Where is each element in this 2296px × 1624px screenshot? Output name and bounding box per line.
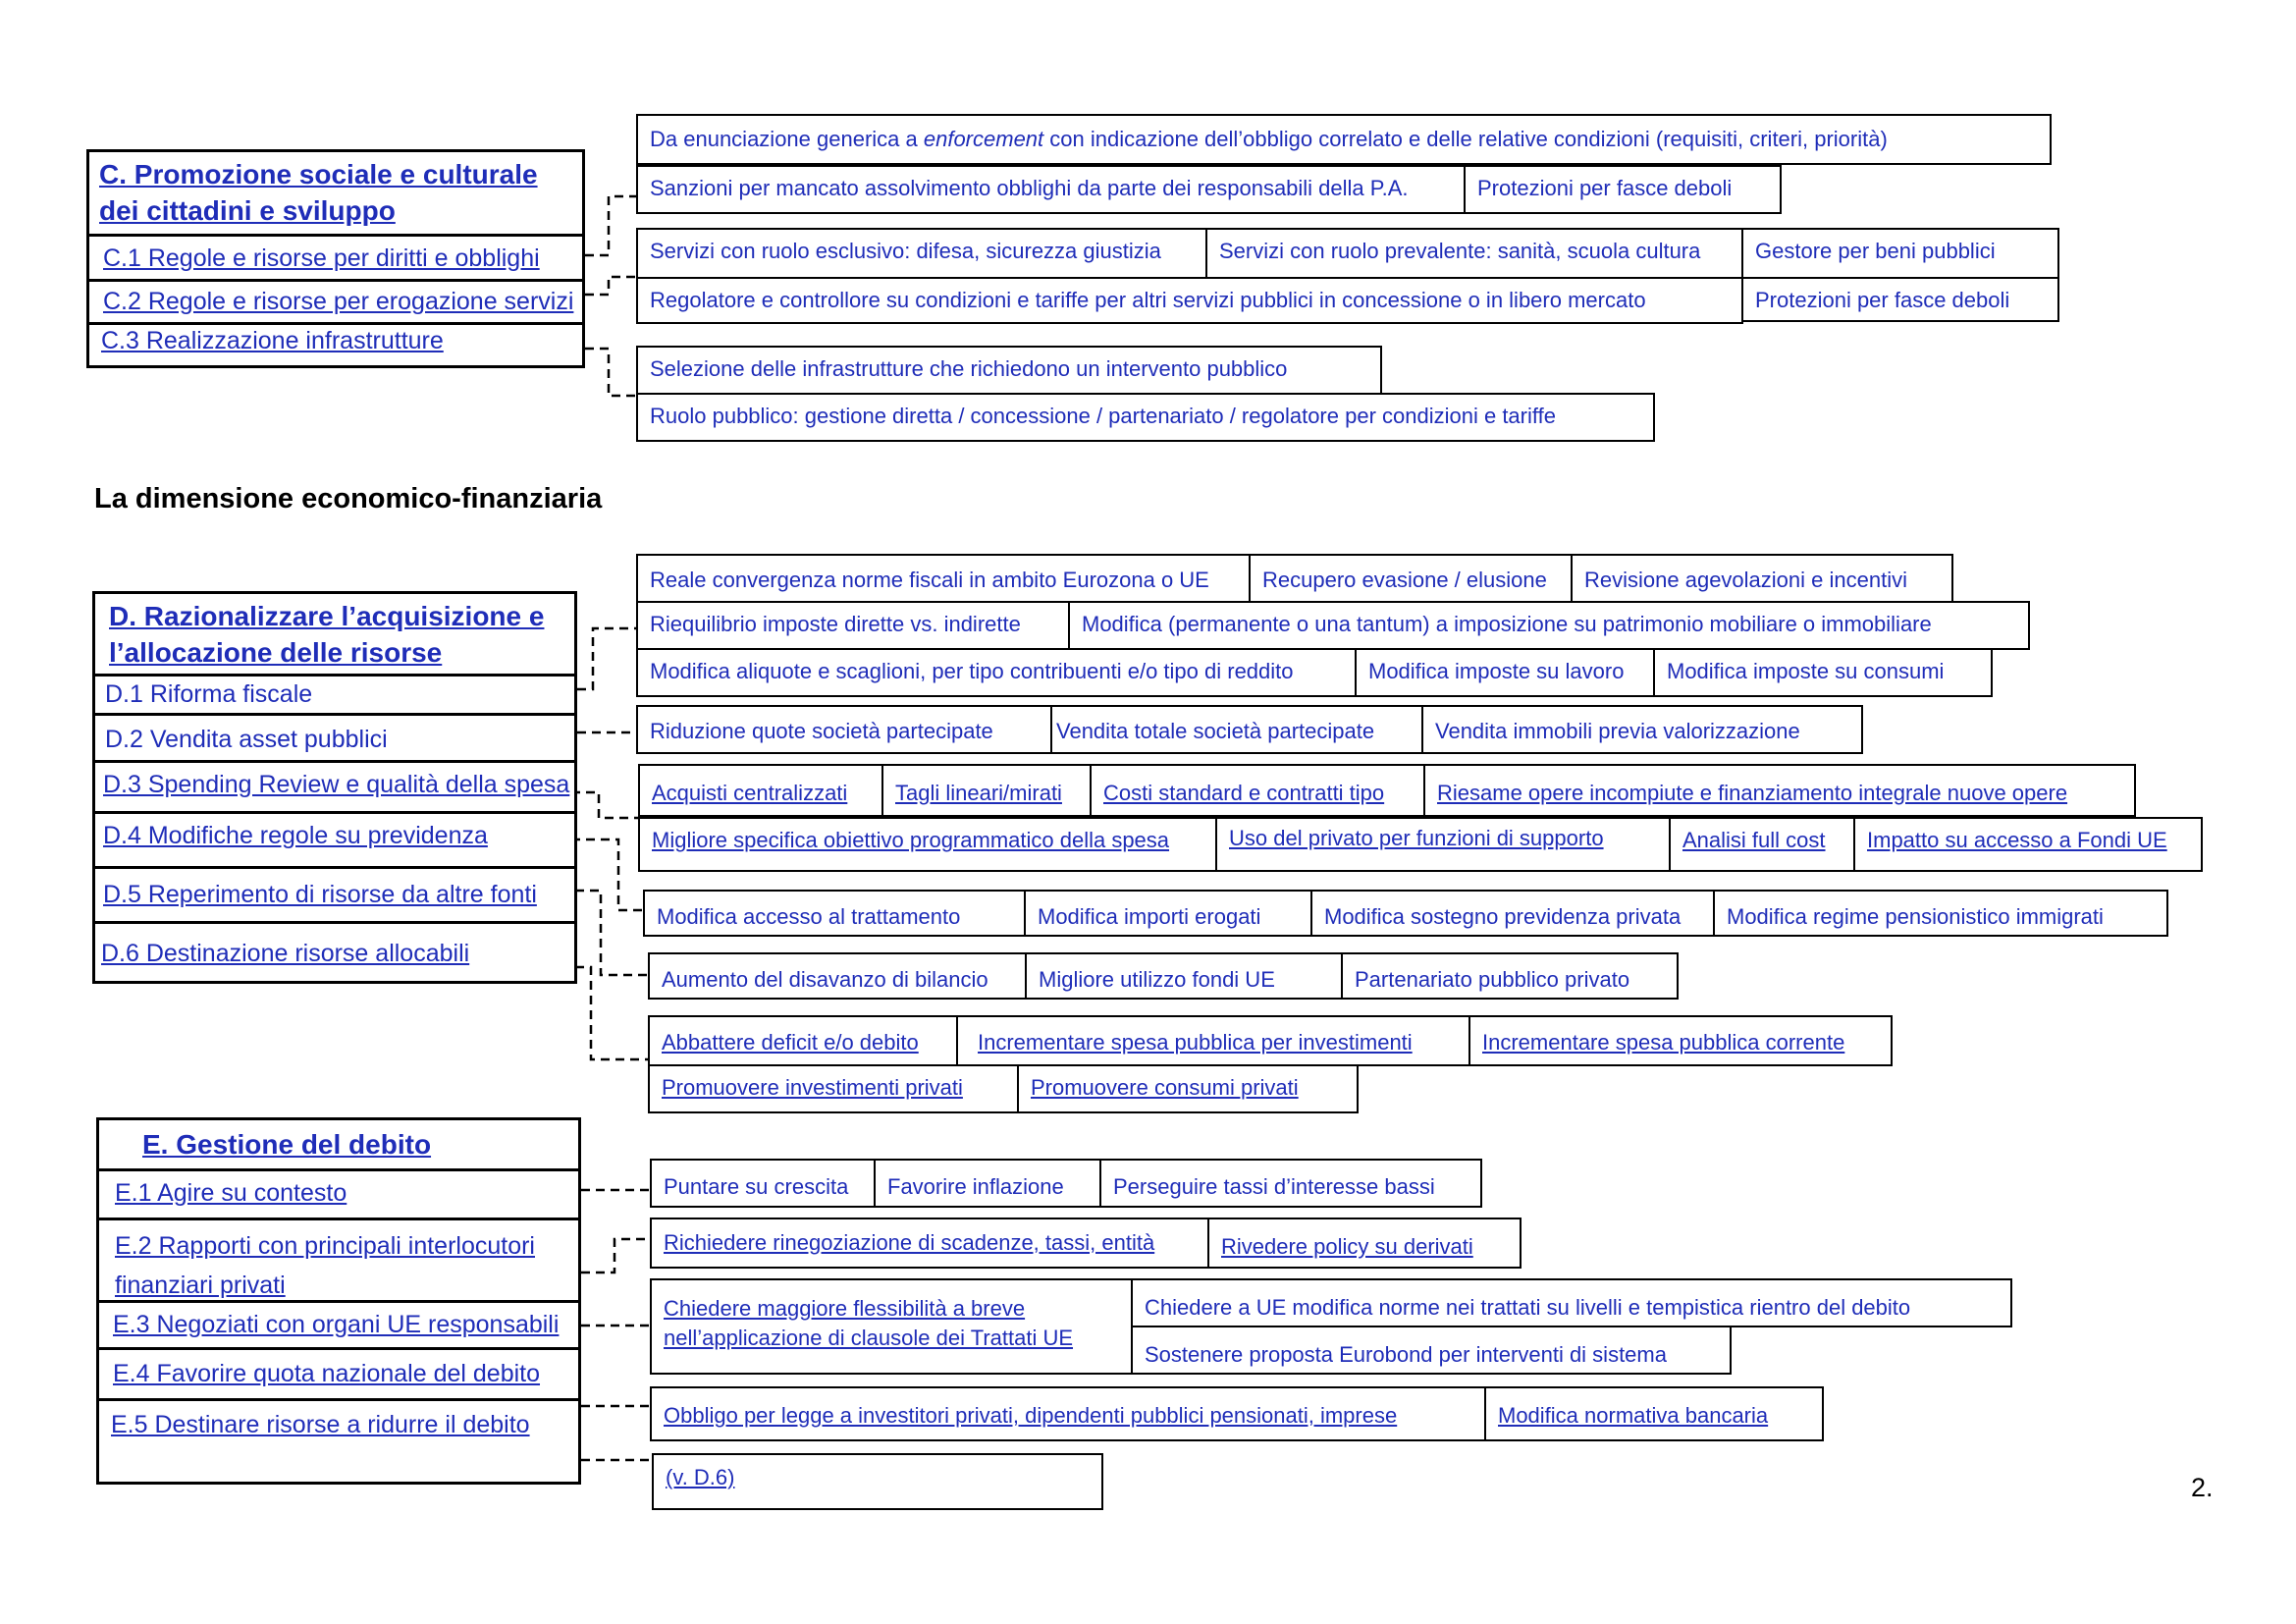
d6-current-spending-box[interactable]: Incrementare spesa pubblica corrente [1468, 1015, 1893, 1066]
connector-e2 [581, 1239, 650, 1272]
c3-public-role-box: Ruolo pubblico: gestione diretta / concessione / partenariato / regolatore per condizioni e tariffe [636, 393, 1655, 442]
d-item-1[interactable]: D.1 Riforma fiscale [95, 677, 574, 716]
d5-eu-funds-box: Migliore utilizzo fondi UE [1025, 952, 1343, 1000]
connector-d6 [575, 967, 648, 1059]
c1-text-emphasis: enforcement [923, 127, 1044, 151]
d3-linear-cuts-box[interactable]: Tagli lineari/mirati [881, 764, 1092, 817]
d-item-4[interactable]: D.4 Modifiche regole su previdenza [95, 814, 574, 869]
e-item-1[interactable]: E.1 Agire su contesto [99, 1171, 578, 1220]
e4-investors-obligation-box[interactable]: Obbligo per legge a investitori privati, dipendenti pubblici pensionati, imprese [650, 1386, 1486, 1441]
d6-investment-spending-box[interactable]: Incrementare spesa pubblica per investimenti [956, 1015, 1470, 1066]
d3-private-support-box[interactable]: Uso del privato per funzioni di supporto [1215, 817, 1671, 872]
d4-access-box: Modifica accesso al trattamento [643, 890, 1026, 937]
connector-d1 [577, 628, 636, 689]
d1-consumption-tax-box: Modifica imposte su consumi [1653, 648, 1993, 697]
e3-eurobond-box: Sostenere proposta Eurobond per interventi di sistema [1131, 1326, 1732, 1375]
c1-text-after: con indicazione dell’obbligo correlato e delle relative condizioni (requisiti, criteri, priorità) [1043, 127, 1888, 151]
e-item-3[interactable]: E.3 Negoziati con organi UE responsabili [99, 1303, 578, 1350]
c-item-3[interactable]: C.3 Realizzazione infrastrutture [101, 327, 444, 354]
d5-ppp-box: Partenariato pubblico privato [1341, 952, 1679, 1000]
c2-weak-groups-box: Protezioni per fasce deboli [1741, 277, 2059, 322]
page-number: 2. [2191, 1473, 2214, 1502]
d2-reduce-stakes-box: Riduzione quote società partecipate [636, 705, 1052, 754]
d5-deficit-box: Aumento del disavanzo di bilancio [648, 952, 1027, 1000]
c1-text-before: Da enunciazione generica a [650, 127, 924, 151]
d1-wealth-tax-box: Modifica (permanente o una tantum) a imposizione su patrimonio mobiliare o immobiliare [1068, 601, 2030, 650]
d3-eu-funds-box[interactable]: Impatto su accesso a Fondi UE [1853, 817, 2203, 872]
c2-regulator-box: Regolatore e controllore su condizioni e tariffe per altri servizi pubblici in concessione o in libero mercato [636, 277, 1743, 324]
c2-public-goods-box: Gestore per beni pubblici [1741, 228, 2059, 279]
e-item-4[interactable]: E.4 Favorire quota nazionale del debito [99, 1350, 578, 1401]
d1-rates-brackets-box: Modifica aliquote e scaglioni, per tipo contribuenti e/o tipo di reddito [636, 648, 1357, 697]
d1-eurozone-convergence-box: Reale convergenza norme fiscali in ambito Eurozona o UE [636, 554, 1251, 603]
d4-private-pension-box: Modifica sostegno previdenza privata [1310, 890, 1715, 937]
e3-flexibility-box[interactable]: Chiedere maggiore flessibilità a breve nell’applicazione di clausole dei Trattati UE [650, 1278, 1133, 1375]
section-heading: La dimensione economico-finanziaria [94, 483, 603, 514]
c2-prevalent-services-box: Servizi con ruolo prevalente: sanità, scuola cultura [1205, 228, 1743, 279]
c-box [86, 149, 585, 368]
d1-tax-rebalance-box: Riequilibrio imposte dirette vs. indirette [636, 601, 1070, 650]
e-title[interactable]: E. Gestione del debito [99, 1120, 578, 1171]
connector-d4 [571, 839, 643, 910]
d3-spending-objective-box[interactable]: Migliore specifica obiettivo programmatico della spesa [638, 817, 1217, 872]
e4-banking-rules-box[interactable]: Modifica normativa bancaria [1484, 1386, 1824, 1441]
e1-low-rates-box: Perseguire tassi d’interesse bassi [1099, 1159, 1482, 1208]
d1-labour-tax-box: Modifica imposte su lavoro [1355, 648, 1655, 697]
c3-selection-box: Selezione delle infrastrutture che richiedono un intervento pubblico [636, 346, 1382, 395]
e3-treaty-change-box: Chiedere a UE modifica norme nei trattati su livelli e tempistica rientro del debito [1131, 1278, 2012, 1327]
connector-c2 [585, 277, 636, 295]
c1-weak-groups-box: Protezioni per fasce deboli [1464, 165, 1782, 214]
d3-centralized-purchases-box[interactable]: Acquisti centralizzati [638, 764, 883, 817]
d3-unfinished-works-box[interactable]: Riesame opere incompiute e finanziamento integrale nuove opere [1423, 764, 2136, 817]
d3-full-cost-box[interactable]: Analisi full cost [1669, 817, 1855, 872]
d-item-3[interactable]: D.3 Spending Review e qualità della spesa [95, 763, 574, 814]
d1-incentives-box: Revisione agevolazioni e incentivi [1571, 554, 1953, 603]
connector-c1 [585, 196, 636, 255]
c1-sanctions-box: Sanzioni per mancato assolvimento obblighi da parte dei responsabili della P.A. [636, 165, 1466, 214]
d6-reduce-deficit-box[interactable]: Abbattere deficit e/o debito [648, 1015, 958, 1066]
e5-see-d6-box[interactable]: (v. D.6) [652, 1453, 1103, 1510]
d4-amounts-box: Modifica importi erogati [1024, 890, 1312, 937]
c1-obligation-enforcement-box [636, 114, 2052, 165]
d3-standard-costs-box[interactable]: Costi standard e contratti tipo [1090, 764, 1425, 817]
c2-exclusive-services-box: Servizi con ruolo esclusivo: difesa, sicurezza giustizia [636, 228, 1207, 279]
d1-tax-evasion-box: Recupero evasione / elusione [1249, 554, 1573, 603]
e2-derivatives-box[interactable]: Rivedere policy su derivati [1207, 1218, 1522, 1269]
e-item-5[interactable]: E.5 Destinare risorse a ridurre il debito [111, 1411, 530, 1438]
e-box [96, 1117, 581, 1485]
connector-d5 [575, 891, 648, 975]
c-item-1[interactable]: C.1 Regole e risorse per diritti e obblighi [89, 239, 582, 282]
d4-immigrants-box: Modifica regime pensionistico immigrati [1713, 890, 2168, 937]
d6-private-consumption-box[interactable]: Promuovere consumi privati [1017, 1064, 1359, 1113]
d-item-5[interactable]: D.5 Reperimento di risorse da altre fonti [95, 869, 574, 924]
d-item-6[interactable]: D.6 Destinazione risorse allocabili [101, 940, 470, 967]
e1-growth-box: Puntare su crescita [650, 1159, 876, 1208]
d2-real-estate-box: Vendita immobili previa valorizzazione [1421, 705, 1863, 754]
d-title[interactable]: D. Razionalizzare l’acquisizione e l’allocazione delle risorse [95, 594, 574, 677]
connector-c3 [585, 349, 636, 396]
e1-inflation-box: Favorire inflazione [874, 1159, 1101, 1208]
d2-total-sale-box: Vendita totale società partecipate [1050, 705, 1423, 754]
e-item-2[interactable]: E.2 Rapporti con principali interlocutori finanziari privati [99, 1220, 578, 1303]
d-item-2[interactable]: D.2 Vendita asset pubblici [95, 716, 574, 763]
d-box [92, 591, 577, 984]
c-title[interactable]: C. Promozione sociale e culturale dei cittadini e sviluppo [89, 152, 582, 237]
c-item-2[interactable]: C.2 Regole e risorse per erogazione servizi [89, 282, 582, 325]
e2-renegotiation-box[interactable]: Richiedere rinegoziazione di scadenze, tassi, entità [650, 1218, 1209, 1269]
d6-private-investment-box[interactable]: Promuovere investimenti privati [648, 1064, 1019, 1113]
